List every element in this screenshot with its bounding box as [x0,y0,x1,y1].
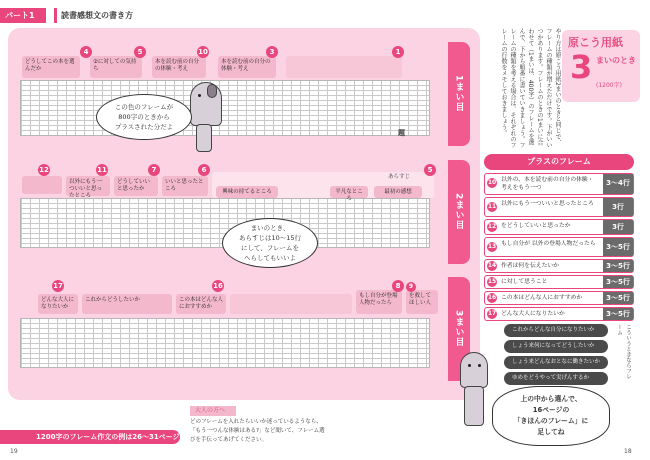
frame-number: 17 [53,282,63,290]
frame-row [484,173,634,195]
frame-row [484,197,634,217]
row-tab-2: 2まい目 [448,160,470,264]
frame-label: 本を読む前の自分の体験・考え [152,56,206,78]
dog-character [190,82,222,126]
badge [562,30,640,102]
frame-number: 4 [80,46,92,58]
frame-row [484,219,634,235]
badge-sub: (1200字) [596,82,622,89]
frame-label: どうしてこの本を選んだか [22,56,80,78]
frame-number: 12 [487,223,497,230]
dog-eye [478,364,481,367]
manuscript-grid-3 [20,318,430,368]
page-number-right: 18 [624,448,632,455]
frame-number: 11 [487,203,497,210]
frame-lines: 3〜5行 [603,276,633,288]
dog-body [196,124,212,152]
frame-lines: 3〜5行 [603,308,633,320]
dog-body [464,386,484,426]
frame-label: あらすじ [388,174,411,180]
frame-number: 7 [148,164,160,176]
page-title: 読書感想文の書き方 [54,8,133,23]
frame-text: 以外の、本を読む前の自分の体験・考えをもう一つ [501,177,594,191]
part-label: パート1 [0,8,46,23]
frame-number: 5 [134,46,146,58]
frame-number: 17 [487,310,497,317]
frame-text: 以外にもう一ついいと思ったところ [501,201,594,207]
frame-number: 13 [487,243,497,250]
frame-label-blank [230,294,352,314]
frame-label: 最初の感想 [374,186,422,198]
frame-number: 6 [198,164,210,176]
frame-number: 15 [487,278,497,285]
frame-lines: 3〜5行 [603,260,633,272]
adult-note-tab: 大人の方へ [190,406,236,416]
frame-text: に対して思うこと [501,279,548,285]
title-mark: 題 [398,129,405,137]
frame-text: 作者は何を伝えたいか [501,263,559,269]
frame-label: どうしていいと思ったか [114,176,158,196]
frame-row [484,291,634,305]
frame-lines: 3〜5行 [603,238,633,256]
frame-label: いいと思ったところ [162,176,208,196]
frame-number: 12 [39,166,49,174]
question-pill: しょう来何になってどうしたいか [504,340,608,353]
dog-eye [468,364,471,367]
frame-lines: 3行 [603,198,633,216]
frame-row [484,307,634,321]
vertical-note: こういうときならフレーム [616,324,631,379]
frame-row [484,275,634,289]
question-pill: ゆめをどうやって実げんするか [504,372,608,385]
frame-label: 興味の持てるところ [216,186,278,198]
frame-label [22,176,62,194]
badge-number: 3 [570,48,593,86]
dog-ear [207,84,217,98]
frame-text: をどうしていいと思ったか [501,223,571,229]
frame-text: どんな大人になりたいか [501,311,565,317]
frame-lines: 3〜5行 [603,292,633,304]
frame-label [286,56,402,78]
frame-label: もし自分が登場人物だったら [356,290,402,314]
frame-number: 8 [392,280,404,292]
manuscript-grid-1 [20,80,430,136]
frame-label: 平凡なところ [330,186,368,198]
frame-lines: 3〜4行 [603,174,633,194]
example-pages-band: 1200字のフレーム作文の例は26〜31ページ [0,430,180,444]
frame-number: 11 [97,166,107,174]
frame-number: 1 [392,46,404,58]
frame-number: 10 [198,48,208,56]
question-pill: しょう来どんなおとなに働きたいか [504,356,608,369]
frame-number: 14 [487,262,497,269]
frame-number: 9 [406,282,416,292]
frame-number: 16 [487,294,497,301]
frame-number: 3 [266,46,278,58]
frame-text: もし自分が 以外の登場人物だったら [501,241,596,247]
speech-bubble-middle: まいのとき、 あらすじは10～15行 にして、フレームを へらしてもいいよ [222,218,318,268]
frame-label: を救してほしい人 [406,290,438,314]
badge-side: まいのとき [596,56,636,65]
frame-lines: 3行 [603,220,633,234]
plus-frame-header: プラスのフレーム [484,154,634,170]
frame-number: 5 [424,164,436,176]
frame-row [484,237,634,257]
speech-bubble-top: この色のフレームが 800字のときから プラスされた分だよ [96,94,192,140]
dog-character [460,352,488,388]
frame-number: 10 [487,179,497,186]
row-tab-3: 3まい目 [448,277,470,381]
body-text: やり方は原こう用紙2まいのときと同じで、フレームの種類が増えただけです。下がいいつかあります。フレームのときの1まいに合わせて（1まいは、400字）のフレームを選んで、下から順番に書いていきましょう。フレームの種類を考える場合は、それぞれのフレームの行数をメモしておきましょう。 [500,28,561,148]
badge-title: 原こう用紙 [568,36,623,49]
row-tab-1: 1まい目 [448,42,470,146]
frame-number: 16 [213,282,223,290]
speech-bubble-right: 上の中から選んで、 16ページの 「きほんのフレーム」に 足してね [492,386,610,446]
frame-label: 以外にもう一ついいと思ったところ [66,176,110,196]
frame-label: これからどうしたいか [82,294,172,314]
frame-label: 本を読む前の自分の体験・考え [218,56,276,78]
dog-eye [198,94,201,97]
frame-label: ②に対しての気持ち [90,56,142,78]
page-number-left: 19 [10,448,18,455]
frame-label: この本はどんな人におすすめか [176,294,226,314]
adult-note-text: どのフレームを入れたらいいか迷っているようなら、「もう一つんな体験はある?」など聞いて、フレーム選びを手伝ってあげてください。 [190,419,325,443]
question-pill: これからどんな自分になりたいか [504,324,608,337]
frame-row [484,259,634,273]
frame-text: この本はどんな人におすすめか [501,295,583,301]
frame-label: どんな大人になりたいか [38,294,78,314]
